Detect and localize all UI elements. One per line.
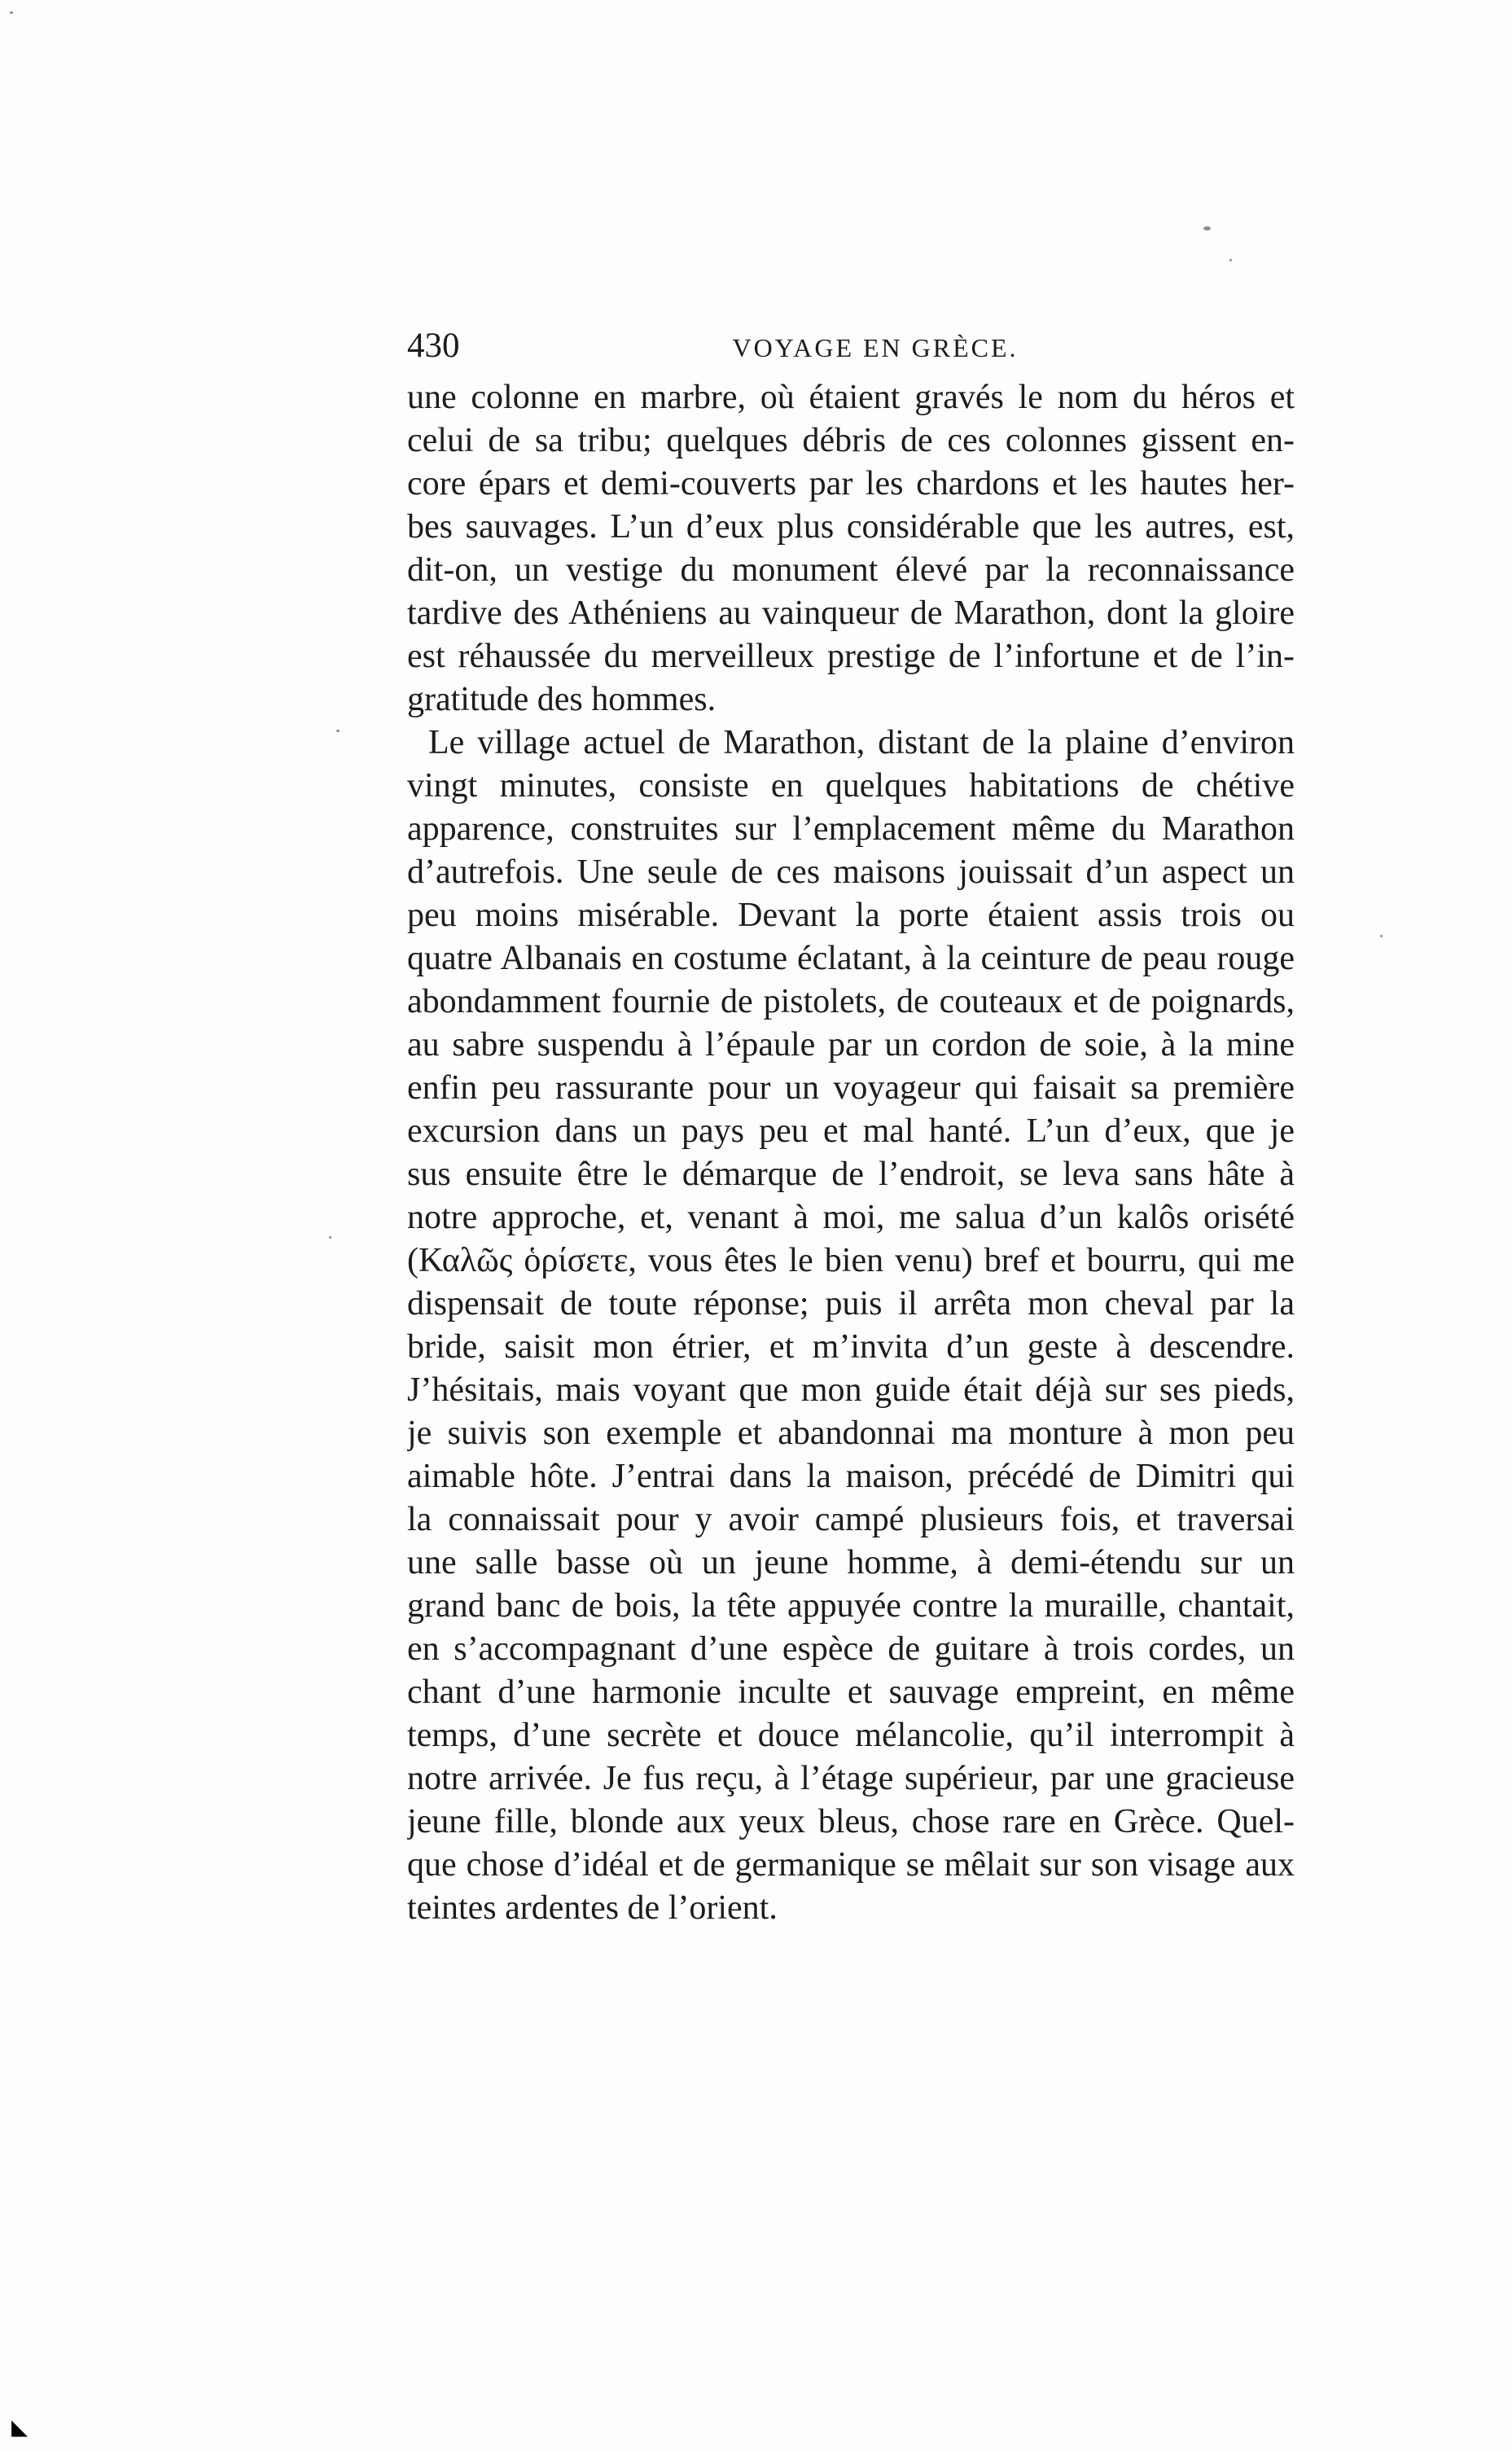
scan-speck (1380, 935, 1383, 937)
text-line: quatre Albanais en costume éclatant, à la ceinture de peau rouge (407, 940, 1295, 977)
text-line: jeune fille, blonde aux yeux bleus, chose rare en Grèce. Quel- (407, 1803, 1295, 1840)
body-text (407, 376, 1295, 1930)
page-header (407, 326, 1295, 366)
text-line: bride, saisit mon étrier, et m’invita d’un geste à descendre. (407, 1328, 1295, 1366)
text-line: core épars et demi-couverts par les chardons et les hautes her- (407, 465, 1295, 502)
text-line: notre arrivée. Je fus reçu, à l’étage supérieur, par une gracieuse (407, 1760, 1295, 1797)
scan-speck (1203, 226, 1211, 230)
text-line: que chose d’idéal et de germanique se mêlait sur son visage aux (407, 1846, 1295, 1884)
text-line: aimable hôte. J’entrai dans la maison, précédé de Dimitri qui (407, 1458, 1295, 1495)
text-line: dispensait de toute réponse; puis il arrêta mon cheval par la (407, 1285, 1295, 1323)
text-line: excursion dans un pays peu et mal hanté. L’un d’eux, que je (407, 1112, 1295, 1150)
text-line: chant d’une harmonie inculte et sauvage empreint, en même (407, 1673, 1295, 1711)
text-line: au sabre suspendu à l’épaule par un cordon de soie, à la mine (407, 1026, 1295, 1064)
text-line: notre approche, et, venant à moi, me salua d’un kalôs orisété (407, 1199, 1295, 1236)
text-line: peu moins misérable. Devant la porte étaient assis trois ou (407, 897, 1295, 934)
text-line: est réhaussée du merveilleux prestige de l’infortune et de l’in- (407, 638, 1295, 675)
scan-speck (10, 11, 13, 14)
text-line: grand banc de bois, la tête appuyée contre la muraille, chantait, (407, 1587, 1295, 1625)
text-line: la connaissait pour y avoir campé plusieurs fois, et traversai (407, 1501, 1295, 1538)
scan-speck (329, 1236, 331, 1239)
text-line: sus ensuite être le démarque de l’endroit, se leva sans hâte à (407, 1156, 1295, 1193)
text-line: d’autrefois. Une seule de ces maisons jouissait d’un aspect un (407, 853, 1295, 891)
page-number: 430 (407, 327, 460, 365)
text-line: gratitude des hommes. (407, 681, 717, 718)
text-line: J’hésitais, mais voyant que mon guide était déjà sur ses pieds, (407, 1371, 1295, 1409)
text-line: vingt minutes, consiste en quelques habitations de chétive (407, 767, 1295, 805)
text-line: bes sauvages. L’un d’eux plus considérable que les autres, est, (407, 508, 1295, 546)
text-line: abondamment fournie de pistolets, de couteaux et de poignards, (407, 983, 1295, 1020)
text-line: je suivis son exemple et abandonnai ma monture à mon peu (407, 1415, 1295, 1452)
text-line: dit-on, un vestige du monument élevé par la reconnaissance (407, 551, 1295, 589)
scan-speck (1229, 259, 1232, 261)
text-line: celui de sa tribu; quelques débris de ces colonnes gissent en- (407, 422, 1295, 459)
text-line: (Καλῶς ὁρίσετε, vous êtes le bien venu) bref et bourru, qui me (407, 1242, 1295, 1279)
text-line: enfin peu rassurante pour un voyageur qui faisait sa première (407, 1069, 1295, 1107)
running-title: VOYAGE EN GRÈCE. (732, 333, 1019, 362)
scan-speck (336, 730, 340, 732)
text-line: en s’accompagnant d’une espèce de guitare à trois cordes, un (407, 1630, 1295, 1668)
text-line: Le village actuel de Marathon, distant de la plaine d’environ (428, 724, 1295, 761)
text-line: teintes ardentes de l’orient. (407, 1889, 778, 1927)
text-line: temps, d’une secrète et douce mélancolie, qu’il interrompit à (407, 1717, 1295, 1754)
text-line: apparence, construites sur l’emplacement même du Marathon (407, 810, 1295, 848)
scan-corner-mark: ◣ (11, 2415, 28, 2439)
text-line: tardive des Athéniens au vainqueur de Marathon, dont la gloire (407, 594, 1295, 632)
text-line: une colonne en marbre, où étaient gravés le nom du héros et (407, 379, 1295, 416)
text-line: une salle basse où un jeune homme, à demi-étendu sur un (407, 1544, 1295, 1581)
